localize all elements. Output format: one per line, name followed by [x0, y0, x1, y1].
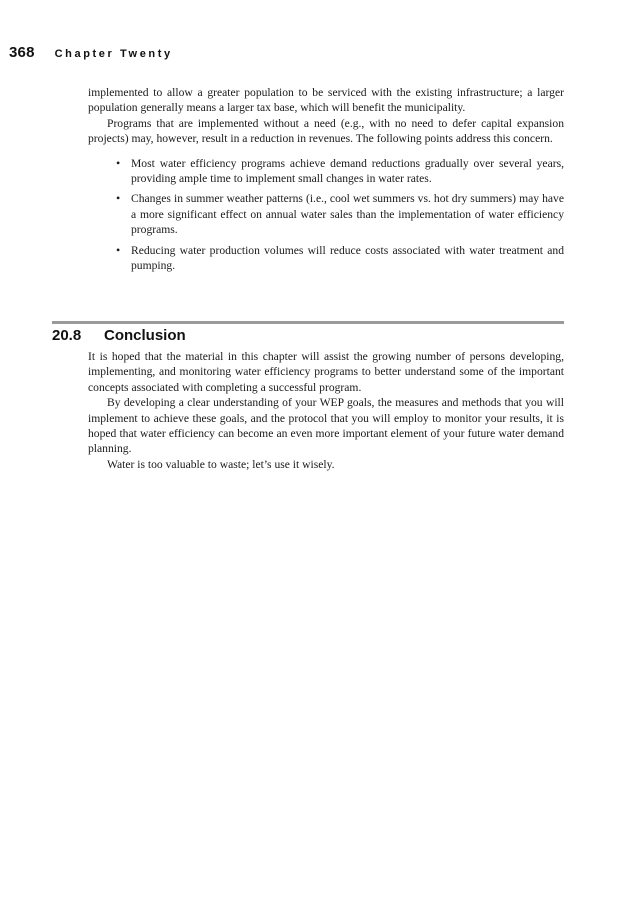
top-text-block [88, 85, 564, 278]
bullet-item [88, 243, 564, 274]
page-number: 368 [9, 44, 35, 61]
conclusion-text-block [88, 349, 564, 472]
running-head [9, 44, 173, 66]
paragraph: It is hoped that the material in this chapter will assist the growing number of persons developing, implementing, and monitoring water efficiency programs to better understand some of the important concepts associated with completing a successful program. [88, 350, 564, 394]
bullet-icon: • [116, 191, 121, 206]
section-heading [52, 327, 186, 344]
bullet-item [88, 191, 564, 237]
paragraph: Programs that are implemented without a need (e.g., with no need to defer capital expansion projects) may, however, result in a reduction in revenues. The following points address this concern. [88, 116, 564, 146]
bullet-item [88, 156, 564, 187]
paragraph: By developing a clear understanding of your WEP goals, the measures and methods that you will implement to achieve these goals, and the protocol that you will employ to monitor your results, it is hoped that water efficiency can become an even more important element of your future water demand planning. [88, 396, 564, 456]
bullet-text: Most water efficiency programs achieve demand reductions gradually over several years, providing ample time to implement small changes in water rates. [131, 156, 564, 186]
bullet-icon: • [116, 155, 121, 170]
chapter-label: Chapter Twenty [54, 48, 173, 60]
paragraph: Water is too valuable to waste; let’s use it wisely. [107, 457, 335, 471]
bullet-list [88, 156, 564, 274]
section-divider [52, 321, 564, 324]
section-title: Conclusion [104, 327, 186, 344]
bullet-icon: • [116, 242, 121, 257]
bullet-text: Reducing water production volumes will reduce costs associated with water treatment and pumping. [131, 243, 564, 273]
section-number: 20.8 [52, 327, 82, 344]
paragraph: implemented to allow a greater population to be serviced with the existing infrastructure; a larger population generally means a larger tax base, which will benefit the municipality. [88, 86, 564, 115]
bullet-text: Changes in summer weather patterns (i.e., cool wet summers vs. hot dry summers) may have a more significant effect on annual water sales than the implementation of water efficiency programs. [131, 192, 564, 237]
